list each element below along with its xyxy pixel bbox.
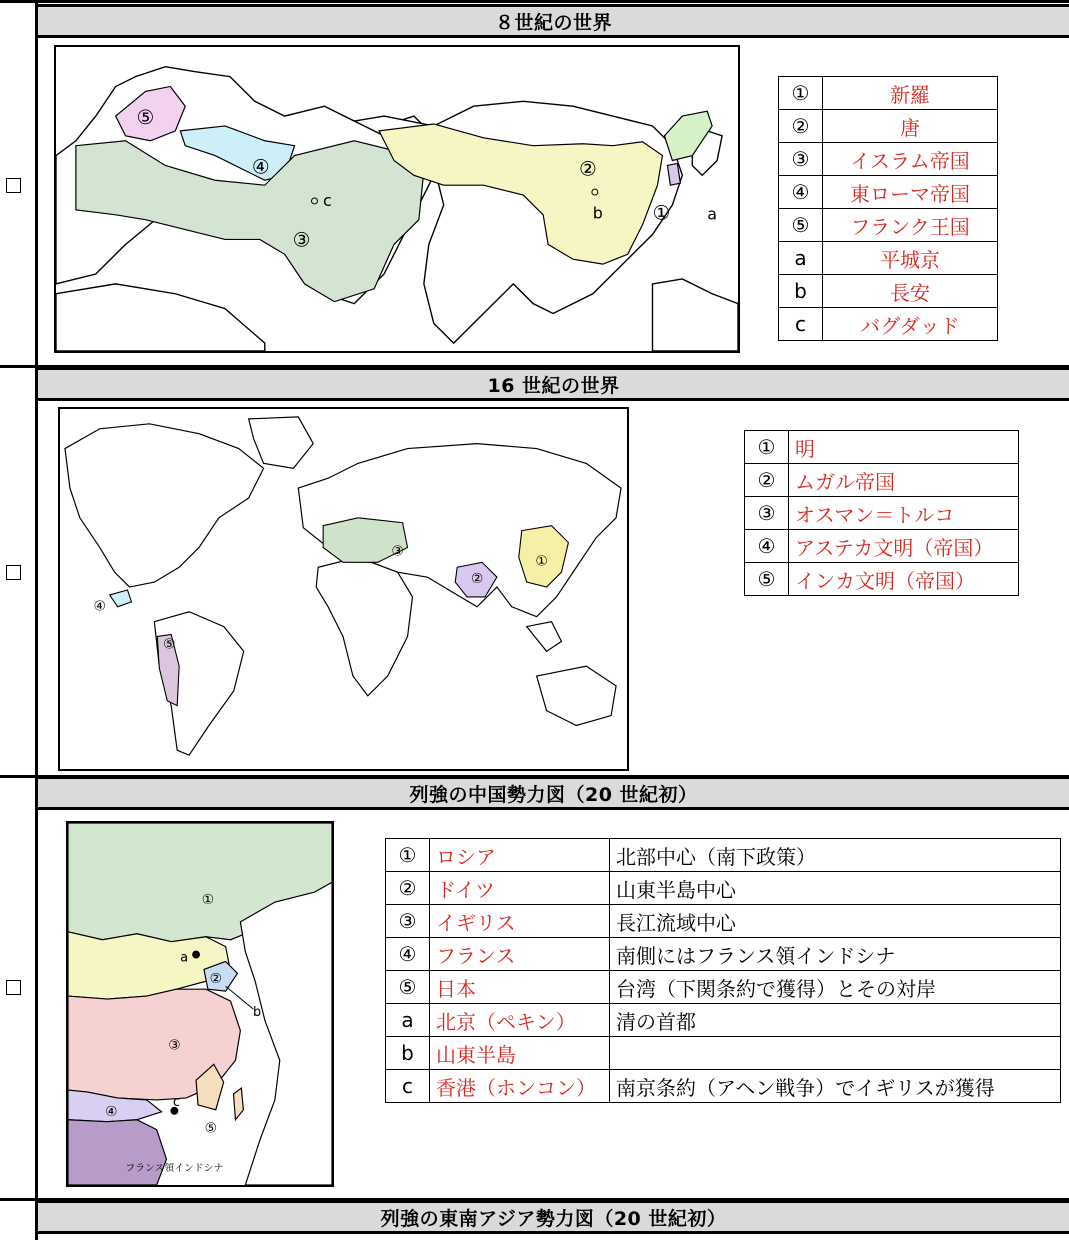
key-answer: インカ文明（帝国） (789, 563, 1019, 596)
key-number: ③ (745, 497, 789, 530)
key-note: 北部中心（南下政策） (610, 839, 1061, 872)
key-answer: イスラム帝国 (823, 143, 998, 176)
key-row (779, 275, 998, 308)
row-divider (0, 0, 1069, 3)
map-china-spheres (66, 821, 334, 1187)
key-row (779, 176, 998, 209)
key-answer: アステカ文明（帝国） (789, 530, 1019, 563)
key-row (386, 938, 1061, 971)
checkbox-section-3[interactable] (6, 980, 21, 995)
key-row (386, 872, 1061, 905)
key-row (779, 209, 998, 242)
key-answer: 北京（ペキン） (430, 1004, 610, 1037)
key-row (745, 563, 1019, 596)
map-label-1: ① (652, 201, 671, 225)
key-answer: フランク王国 (823, 209, 998, 242)
key-answer: 山東半島 (430, 1037, 610, 1070)
map-label-2: ② (209, 971, 222, 988)
map-label-2: ② (470, 571, 484, 588)
key-number: ① (745, 431, 789, 464)
key-answer: オスマン＝トルコ (789, 497, 1019, 530)
key-number: ⑤ (386, 971, 430, 1004)
map-label-c: c (172, 1094, 180, 1110)
key-note: 山東半島中心 (610, 872, 1061, 905)
key-row (386, 1070, 1061, 1103)
map-16th-century (58, 407, 629, 771)
key-number: ④ (779, 176, 823, 209)
map-label-1: ① (535, 553, 548, 570)
key-row (779, 143, 998, 176)
map-label-b: b (253, 1004, 262, 1020)
key-row (779, 77, 998, 110)
map-label-c: c (323, 190, 332, 210)
map-label-4: ④ (105, 1103, 118, 1120)
key-number: ③ (779, 143, 823, 176)
map-label-french-indochina: フランス領インドシナ (125, 1163, 224, 1175)
key-note: 南側にはフランス領インドシナ (610, 938, 1061, 971)
key-number: ① (386, 839, 430, 872)
checkbox-section-1[interactable] (6, 178, 21, 193)
checkbox-section-2[interactable] (6, 565, 21, 580)
map-label-b: b (592, 203, 603, 223)
key-answer: イギリス (430, 905, 610, 938)
key-number: ② (386, 872, 430, 905)
key-row (745, 497, 1019, 530)
key-row (779, 242, 998, 275)
key-number: b (779, 275, 823, 308)
key-note (610, 1037, 1061, 1070)
key-answer: ロシア (430, 839, 610, 872)
map-label-5: ⑤ (136, 106, 155, 129)
key-answer: バグダッド (823, 308, 998, 341)
map-label-a: a (707, 204, 718, 224)
key-row (745, 530, 1019, 563)
key-note: 台湾（下関条約で獲得）とその対岸 (610, 971, 1061, 1004)
key-answer: 明 (789, 431, 1019, 464)
section-title-southeast-asia-spheres: 列強の東南アジア勢力図（20 世紀初） (38, 1200, 1069, 1234)
key-row (386, 839, 1061, 872)
map-8th-century (54, 45, 740, 353)
key-row (386, 1004, 1061, 1037)
key-number: ② (745, 464, 789, 497)
key-number: c (386, 1070, 430, 1103)
key-note: 長江流域中心 (610, 905, 1061, 938)
map-label-a: a (180, 950, 189, 966)
section-title-16th-century: 16 世紀の世界 (38, 367, 1069, 401)
key-answer: 長安 (823, 275, 998, 308)
map-label-3: ③ (168, 1037, 181, 1054)
key-answer: 香港（ホンコン） (430, 1070, 610, 1103)
key-row (779, 308, 998, 341)
key-answer: ドイツ (430, 872, 610, 905)
key-row (386, 1037, 1061, 1070)
key-number: ⑤ (779, 209, 823, 242)
key-number: a (779, 242, 823, 275)
key-number: c (779, 308, 823, 341)
map-label-3: ③ (391, 543, 404, 560)
section-title-china-spheres: 列強の中国勢力図（20 世紀初） (38, 776, 1069, 810)
key-row (779, 110, 998, 143)
key-row (745, 431, 1019, 464)
map-label-4: ④ (251, 155, 270, 179)
key-answer: 東ローマ帝国 (823, 176, 998, 209)
key-answer: フランス (430, 938, 610, 971)
key-row (745, 464, 1019, 497)
key-row (386, 971, 1061, 1004)
key-number: ① (779, 77, 823, 110)
map-label-2: ② (578, 157, 597, 181)
key-note: 南京条約（アヘン戦争）でイギリスが獲得 (610, 1070, 1061, 1103)
key-number: a (386, 1004, 430, 1037)
key-number: b (386, 1037, 430, 1070)
map-label-5: ⑤ (204, 1120, 218, 1137)
section-title-8th-century: ８世紀の世界 (38, 4, 1069, 38)
key-table-china-spheres (385, 838, 1061, 1103)
key-answer: 新羅 (823, 77, 998, 110)
key-table-8th-century (778, 76, 998, 341)
key-answer: 唐 (823, 110, 998, 143)
key-row (386, 905, 1061, 938)
map-label-1: ① (201, 892, 215, 909)
map-label-3: ③ (292, 228, 311, 252)
key-number: ② (779, 110, 823, 143)
key-number: ③ (386, 905, 430, 938)
key-answer: 日本 (430, 971, 610, 1004)
key-number: ④ (745, 530, 789, 563)
map-label-5: ⑤ (162, 636, 176, 653)
key-answer: ムガル帝国 (789, 464, 1019, 497)
key-number: ⑤ (745, 563, 789, 596)
key-number: ④ (386, 938, 430, 971)
key-answer: 平城京 (823, 242, 998, 275)
key-note: 清の首都 (610, 1004, 1061, 1037)
map-label-4: ④ (93, 598, 106, 615)
key-table-16th-century (744, 430, 1019, 596)
